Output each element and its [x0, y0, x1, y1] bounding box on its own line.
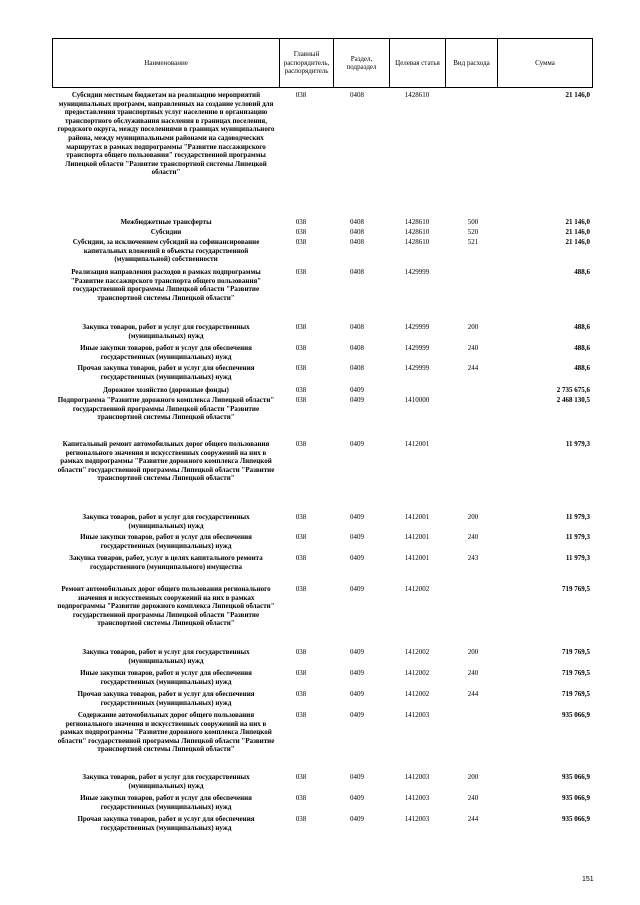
- row-manager: 038: [295, 669, 307, 677]
- row-article: 1412001: [404, 513, 430, 521]
- row-sum: 11 979,3: [565, 554, 590, 562]
- row-section: 0409: [350, 669, 364, 677]
- row-section: 0409: [350, 773, 364, 781]
- row-name: Закупка товаров, работ и услуг для государственных (муниципальных) нужд: [82, 323, 250, 340]
- row-article: 1412001: [404, 440, 430, 448]
- row-section: 0408: [350, 344, 364, 352]
- row-name: Прочая закупка товаров, работ и услуг для обеспечения государственных (муниципальных) нужд: [77, 364, 255, 381]
- row-expense-type: 200: [467, 513, 479, 521]
- row-section: 0409: [350, 794, 364, 802]
- table-header: [52, 38, 593, 88]
- row-name: Субсидии местным бюджетам на реализацию мероприятий муниципальных программ, направленных на создание условий для предоставления транспортных услуг населению и организацию транспортного обслуживания населения в границах поселения, городского округа, между поселениями в границах муниципального района, между муниципальными районами на садоводческих маршрутах в рамках подпрограммы "Развитие пассажирского транспорта общего пользования" государственной программы Липецкой области "Развитие транспортной системы Липецкой области": [57, 91, 275, 177]
- row-name: Закупка товаров, работ, услуг в целях капитального ремонта государственного (муниципального) имущества: [69, 554, 263, 571]
- row-name: Субсидии: [150, 228, 182, 236]
- row-manager: 038: [295, 690, 307, 698]
- row-sum: 21 146,0: [565, 228, 590, 236]
- row-manager: 038: [295, 386, 307, 394]
- row-manager: 038: [295, 773, 307, 781]
- row-sum: 488,6: [574, 344, 590, 352]
- row-manager: 038: [295, 554, 307, 562]
- row-manager: 038: [295, 344, 307, 352]
- row-name: Закупка товаров, работ и услуг для государственных (муниципальных) нужд: [82, 648, 250, 665]
- row-expense-type: 244: [467, 364, 479, 372]
- row-manager: 038: [295, 396, 307, 404]
- row-expense-type: 240: [467, 533, 479, 541]
- row-sum: 935 066,9: [562, 794, 590, 802]
- row-manager: 038: [295, 238, 307, 246]
- row-section: 0409: [350, 386, 364, 394]
- row-article: 1412003: [404, 711, 430, 719]
- row-name: Закупка товаров, работ и услуг для государственных (муниципальных) нужд: [82, 773, 250, 790]
- row-name: Межбюджетные трансферты: [120, 218, 212, 226]
- page-number: 151: [582, 876, 594, 883]
- row-section: 0408: [350, 238, 364, 246]
- row-section: 0409: [350, 533, 364, 541]
- row-manager: 038: [295, 711, 307, 719]
- row-manager: 038: [295, 228, 307, 236]
- row-manager: 038: [295, 218, 307, 226]
- row-name: Иные закупки товаров, работ и услуг для обеспечения государственных (муниципальных) нужд: [80, 794, 252, 811]
- header-main-manager: Главный распорядитель, распорядитель: [280, 39, 334, 88]
- row-sum: 935 066,9: [562, 711, 590, 719]
- row-article: 1412001: [404, 533, 430, 541]
- row-expense-type: 200: [467, 323, 479, 331]
- row-section: 0409: [350, 554, 364, 562]
- row-section: 0408: [350, 91, 364, 99]
- row-name: Капитальный ремонт автомобильных дорог общего пользования регионального значения и искусственных сооружений на них в рамках подпрограммы "Развитие дорожного комплекса Липецкой области" государственной программы Липецкой области "Развитие транспортной системы Липецкой области": [57, 440, 275, 483]
- row-article: 1428610: [404, 228, 430, 236]
- row-name: Подпрограмма "Развитие дорожного комплекса Липецкой области" государственной программы Липецкой области "Развитие транспортной системы Липецкой области": [57, 396, 275, 422]
- row-manager: 038: [295, 648, 307, 656]
- row-section: 0409: [350, 815, 364, 823]
- row-manager: 038: [295, 440, 307, 448]
- row-name: Реализация направления расходов в рамках подпрограммы "Развитие пассажирского транспорта общего пользования" государственной программы Липецкой области "Развитие транспортной системы Липецкой области": [70, 268, 262, 302]
- row-section: 0409: [350, 711, 364, 719]
- row-sum: 935 066,9: [562, 815, 590, 823]
- row-sum: 719 769,5: [562, 585, 590, 593]
- row-sum: 2 468 130,5: [556, 396, 590, 404]
- row-article: 1429999: [404, 323, 430, 331]
- row-name: Прочая закупка товаров, работ и услуг для обеспечения государственных (муниципальных) нужд: [77, 815, 255, 832]
- row-sum: 488,6: [574, 323, 590, 331]
- row-section: 0408: [350, 364, 364, 372]
- row-name: Прочая закупка товаров, работ и услуг для обеспечения государственных (муниципальных) нужд: [77, 690, 255, 707]
- row-section: 0409: [350, 648, 364, 656]
- row-article: 1428610: [404, 218, 430, 226]
- row-section: 0409: [350, 690, 364, 698]
- row-sum: 21 146,0: [565, 91, 590, 99]
- row-article: 1412002: [404, 585, 430, 593]
- row-article: 1410000: [404, 396, 430, 404]
- row-sum: 488,6: [574, 268, 590, 276]
- row-section: 0409: [350, 440, 364, 448]
- row-manager: 038: [295, 585, 307, 593]
- row-name: Иные закупки товаров, работ и услуг для обеспечения государственных (муниципальных) нужд: [80, 533, 252, 550]
- row-article: 1412002: [404, 648, 430, 656]
- row-manager: 038: [295, 91, 307, 99]
- row-expense-type: 240: [467, 794, 479, 802]
- row-sum: 21 146,0: [565, 238, 590, 246]
- row-name: Иные закупки товаров, работ и услуг для обеспечения государственных (муниципальных) нужд: [80, 344, 252, 361]
- row-article: 1428610: [404, 91, 430, 99]
- row-manager: 038: [295, 364, 307, 372]
- row-article: 1429999: [404, 364, 430, 372]
- header-target-article: Целевая статья: [390, 39, 446, 88]
- header-expense-type: Вид расхода: [446, 39, 498, 88]
- row-manager: 038: [295, 815, 307, 823]
- row-section: 0408: [350, 268, 364, 276]
- row-section: 0408: [350, 323, 364, 331]
- row-section: 0409: [350, 396, 364, 404]
- row-article: 1412003: [404, 815, 430, 823]
- row-expense-type: 200: [467, 648, 479, 656]
- row-name: Содержание автомобильных дорог общего пользования регионального значения и искусственных сооружений на них в рамках подпрограммы "Развитие дорожного комплекса Липецкой области" государственной программы Липецкой области "Развитие транспортной системы Липецкой области": [57, 711, 275, 754]
- row-sum: 719 769,5: [562, 690, 590, 698]
- row-sum: 11 979,3: [565, 533, 590, 541]
- row-sum: 21 146,0: [565, 218, 590, 226]
- header-name: Наименование: [53, 39, 280, 88]
- row-section: 0408: [350, 228, 364, 236]
- row-expense-type: 520: [467, 228, 479, 236]
- row-article: 1428610: [404, 238, 430, 246]
- row-article: 1412003: [404, 773, 430, 781]
- row-sum: 11 979,3: [565, 513, 590, 521]
- row-name: Субсидии, за исключением субсидий на софинансирование капитальных вложений в объекты государственной (муниципальной) собственности: [72, 238, 260, 264]
- row-expense-type: 244: [467, 690, 479, 698]
- row-sum: 11 979,3: [565, 440, 590, 448]
- row-manager: 038: [295, 268, 307, 276]
- row-expense-type: 240: [467, 344, 479, 352]
- header-section: Раздел, подраздел: [334, 39, 390, 88]
- row-section: 0408: [350, 218, 364, 226]
- row-sum: 719 769,5: [562, 648, 590, 656]
- row-expense-type: 240: [467, 669, 479, 677]
- row-sum: 719 769,5: [562, 669, 590, 677]
- row-name: Ремонт автомобильных дорог общего пользования регионального значения и искусственных сооружений на них в рамках подпрограммы "Развитие дорожного комплекса Липецкой области" государственной программы Липецкой области "Развитие транспортной системы Липецкой области": [57, 585, 275, 628]
- row-sum: 935 066,9: [562, 773, 590, 781]
- row-article: 1429999: [404, 268, 430, 276]
- row-name: Иные закупки товаров, работ и услуг для обеспечения государственных (муниципальных) нужд: [80, 669, 252, 686]
- row-manager: 038: [295, 513, 307, 521]
- row-expense-type: 500: [467, 218, 479, 226]
- row-name: Закупка товаров, работ и услуг для государственных (муниципальных) нужд: [82, 513, 250, 530]
- row-sum: 488,6: [574, 364, 590, 372]
- header-sum: Сумма: [498, 39, 593, 88]
- row-sum: 2 735 675,6: [556, 386, 590, 394]
- row-article: 1412002: [404, 669, 430, 677]
- row-article: 1412003: [404, 794, 430, 802]
- row-manager: 038: [295, 794, 307, 802]
- row-section: 0409: [350, 513, 364, 521]
- row-manager: 038: [295, 323, 307, 331]
- row-manager: 038: [295, 533, 307, 541]
- row-name: Дорожное хозяйство (дорожные фонды): [103, 386, 229, 394]
- row-article: 1429999: [404, 344, 430, 352]
- row-article: 1412001: [404, 554, 430, 562]
- row-expense-type: 200: [467, 773, 479, 781]
- row-section: 0409: [350, 585, 364, 593]
- row-expense-type: 521: [467, 238, 479, 246]
- row-expense-type: 244: [467, 815, 479, 823]
- row-expense-type: 243: [467, 554, 479, 562]
- row-article: 1412002: [404, 690, 430, 698]
